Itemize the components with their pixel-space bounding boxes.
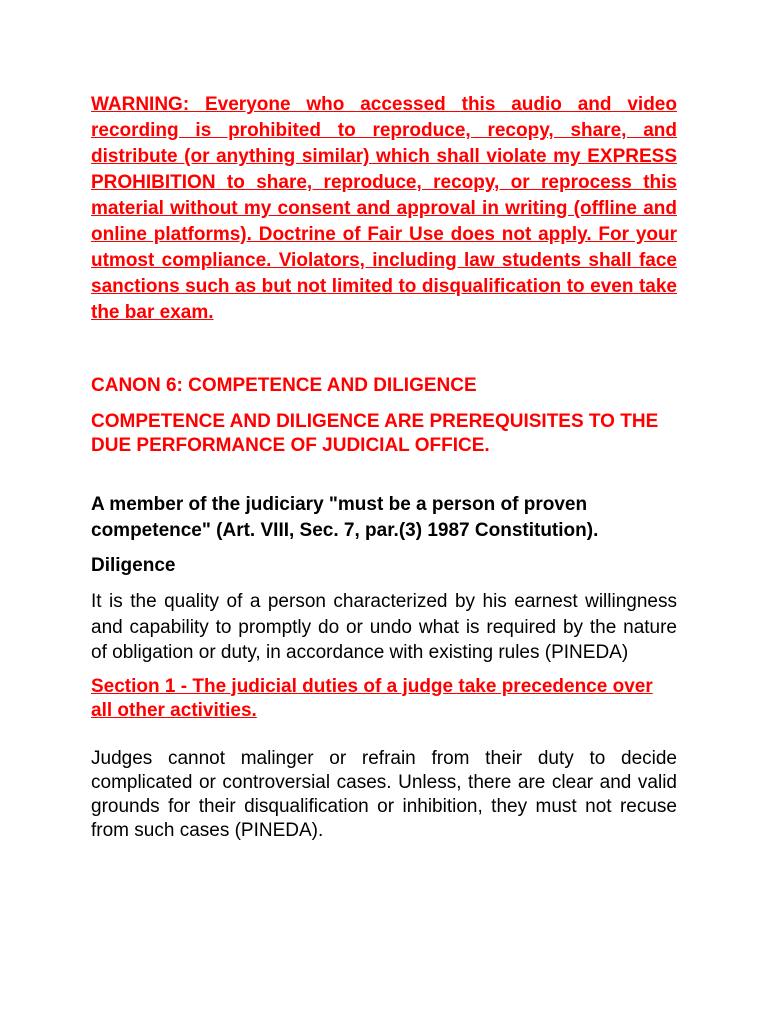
member-competence-paragraph: A member of the judiciary "must be a person of proven competence" (Art. VIII, Sec. 7, par.(3) 1987 Constitution). — [91, 494, 599, 541]
canon-subtitle: COMPETENCE AND DILIGENCE ARE PREREQUISITES TO THE DUE PERFORMANCE OF JUDICIAL OFFICE. — [91, 411, 659, 456]
section-1-title: Section 1 - The judicial duties of a judge take precedence over all other activities. — [91, 675, 653, 721]
judges-duty-paragraph: Judges cannot malinger or refrain from their duty to decide complicated or controversial cases. Unless, there are clear and valid grounds for their disqualification or inhibition, they must not recuse from such cases (PINEDA). — [91, 747, 677, 841]
document-content — [91, 92, 677, 843]
diligence-heading: Diligence — [91, 555, 176, 576]
canon-title: CANON 6: COMPETENCE AND DILIGENCE — [91, 375, 477, 396]
warning-notice: WARNING: Everyone who accessed this audio and video recording is prohibited to reproduce, recopy, share, and distribute (or anything similar) which shall violate my EXPRESS PROHIBITION to share, reproduce, recopy, or reprocess this material without my consent and approval in writing (offline and online platforms). Doctrine of Fair Use does not apply. For your utmost compliance. Violators, including law students shall face sanctions such as but not limited to disqualification to even take the bar exam. — [91, 94, 677, 323]
diligence-definition-paragraph: It is the quality of a person characterized by his earnest willingness and capability to promptly do or undo what is required by the nature of obligation or duty, in accordance with existing rules (PINEDA) — [91, 591, 677, 663]
